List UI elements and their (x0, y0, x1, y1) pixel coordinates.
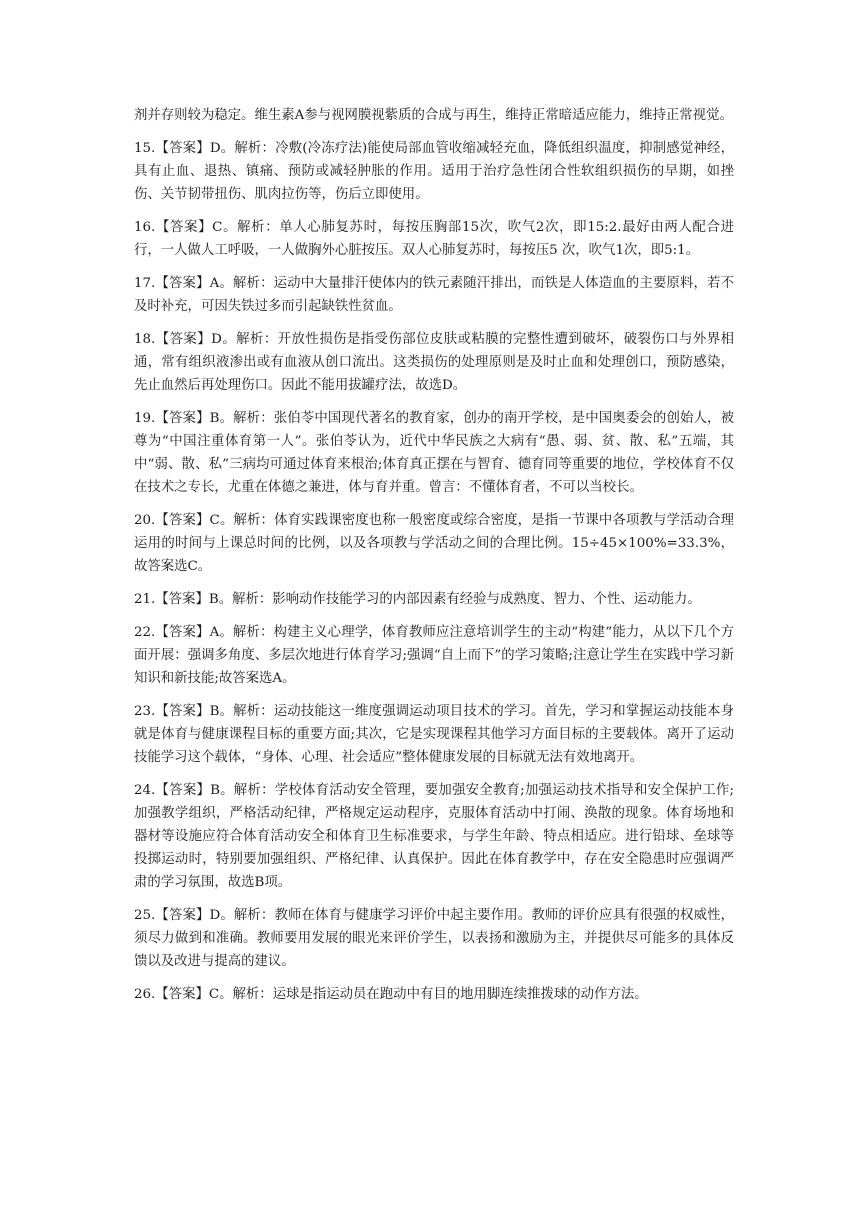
answer-21: 21.【答案】B。解析：影响动作技能学习的内部因素有经验与成熟度、智力、个性、运动能力。 (134, 592, 701, 607)
paragraph-continued: 剂并存则较为稳定。维生素A参与视网膜视紫质的合成与再生，维持正常暗适应能力，维持正常视觉。 (134, 108, 733, 123)
answer-20: 20.【答案】C。解析：体育实践课密度也称一般密度或综合密度，是指一节课中各项教与学活动合理运用的时间与上课总时间的比例，以及各项教与学活动之间的合理比例。15÷45×100%=33.3%，故答案选C。 (134, 513, 734, 574)
answer-19: 19.【答案】B。解析：张伯苓中国现代著名的教育家，创办的南开学校，是中国奥委会的创始人，被尊为“中国注重体育第一人”。张伯苓认为，近代中华民族之大病有“愚、弱、贫、散、私”五端，其中“弱、散、私”三病均可通过体育来根治;体育真正摆在与智育、德育同等重要的地位，学校体育不仅在技术之专长，尤重在体德之兼进，体与育并重。曾言：不懂体育者，不可以当校长。 (134, 411, 734, 495)
answer-22: 22.【答案】A。解析：构建主义心理学，体育教师应注意培训学生的主动“构建”能力，从以下几个方面开展：强调多角度、多层次地进行体育学习;强调“自上而下”的学习策略;注意让学生在实践中学习新知识和新技能;故答案选A。 (134, 625, 734, 686)
answer-26: 26.【答案】C。解析：运球是指运动员在跑动中有目的地用脚连续推拨球的动作方法。 (134, 987, 648, 1002)
document-page (134, 104, 734, 1016)
answer-17: 17.【答案】A。解析：运动中大量排汗使体内的铁元素随汗排出，而铁是人体造血的主要原料，若不及时补充，可因失铁过多而引起缺铁性贫血。 (134, 276, 734, 314)
answer-25: 25.【答案】D。解析：教师在体育与健康学习评价中起主要作用。教师的评价应具有很强的权威性，须尽力做到和准确。教师要用发展的眼光来评价学生，以表扬和激励为主，并提供尽可能多的具体反馈以及改进与提高的建议。 (134, 908, 734, 969)
answer-18: 18.【答案】D。解析：开放性损伤是指受伤部位皮肤或粘膜的完整性遭到破坏，破裂伤口与外界相通，常有组织液渗出或有血液从创口流出。这类损伤的处理原则是及时止血和处理创口，预防感染，先止血然后再处理伤口。因此不能用拔罐疗法，故选D。 (134, 332, 734, 393)
answer-15: 15.【答案】D。解析：冷敷(冷冻疗法)能使局部血管收缩减轻充血，降低组织温度，抑制感觉神经，具有止血、退热、镇痛、预防或减轻肿胀的作用。适用于治疗急性闭合性软组织损伤的早期，如挫伤、关节韧带扭伤、肌肉拉伤等，伤后立即使用。 (134, 141, 734, 202)
answer-23: 23.【答案】B。解析：运动技能这一维度强调运动项目技术的学习。首先，学习和掌握运动技能本身就是体育与健康课程目标的重要方面;其次，它是实现课程其他学习方面目标的主要载体。离开了运动技能学习这个载体，“身体、心理、社会适应”整体健康发展的目标就无法有效地离开。 (134, 704, 734, 765)
answer-24: 24.【答案】B。解析：学校体育活动安全管理，要加强安全教育;加强运动技术指导和安全保护工作;加强教学组织，严格活动纪律，严格规定运动程序，克服体育活动中打闹、涣散的现象。体育场地和器材等设施应符合体育活动安全和体育卫生标准要求，与学生年龄、特点相适应。进行铅球、垒球等投掷运动时，特别要加强组织、严格纪律、认真保护。因此在体育教学中，存在安全隐患时应强调严肃的学习氛围，故选B项。 (134, 783, 734, 890)
answer-16: 16.【答案】C。解析：单人心肺复苏时，每按压胸部15次，吹气2次，即15:2.最好由两人配合进行，一人做人工呼吸，一人做胸外心脏按压。双人心肺复苏时，每按压5 次，吹气1次，即5:1。 (134, 220, 734, 258)
